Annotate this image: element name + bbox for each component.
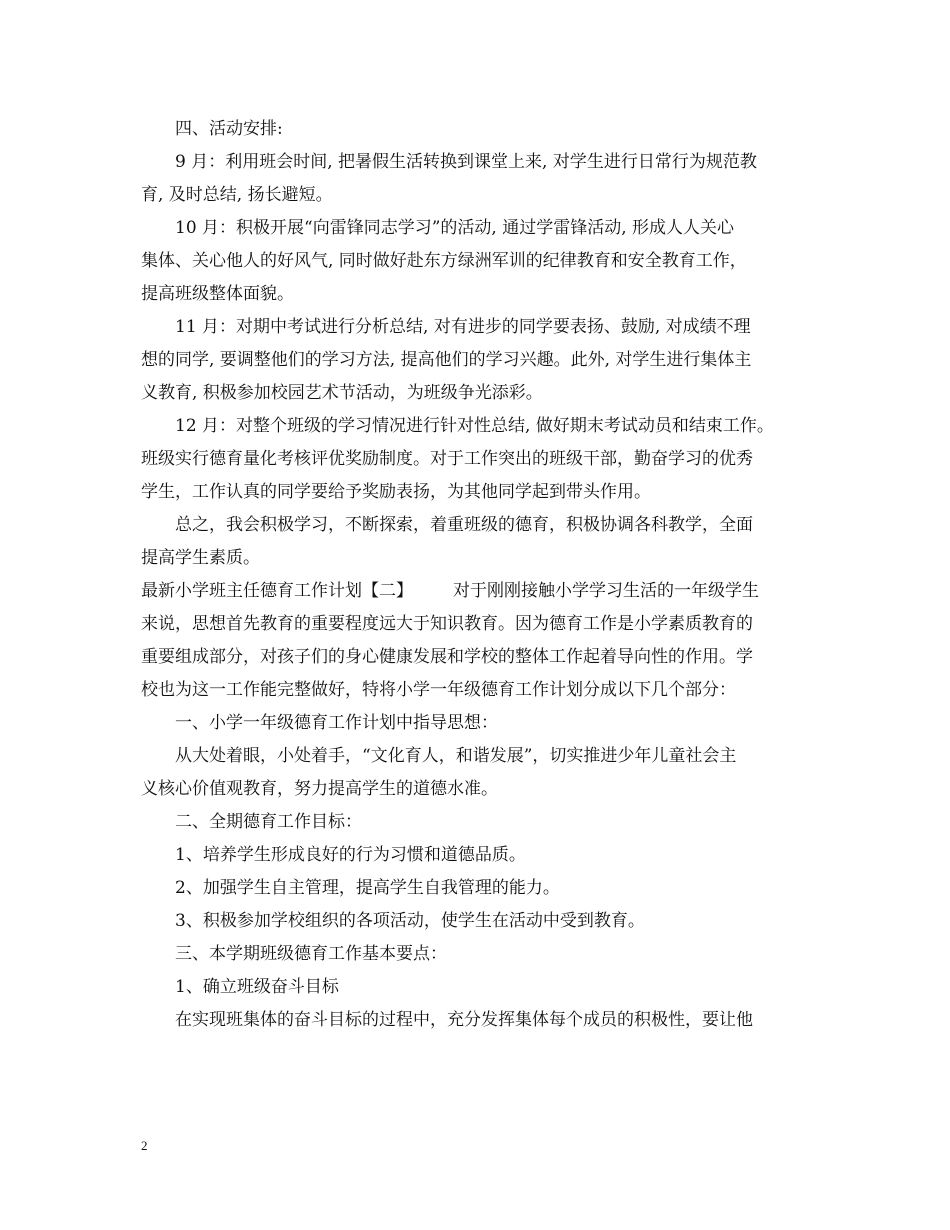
- text-line: 12 月：对整个班级的学习情况进行针对性总结, 做好期末考试动员和结束工作。: [175, 416, 774, 436]
- text-line: 义核心价值观教育，努力提高学生的道德水准。: [141, 779, 498, 799]
- section-heading-activity-plan: 四、活动安排:: [175, 119, 283, 139]
- text-line: 总之，我会积极学习，不断探索，着重班级的德育，积极协调各科教学，全面: [175, 515, 753, 535]
- document-body: [141, 113, 821, 1037]
- section-title: 最新小学班主任德育工作计划【二】: [141, 581, 413, 601]
- text-line: 提高班级整体面貌。: [141, 284, 294, 304]
- list-item: 2、加强学生自主管理，提高学生自我管理的能力。: [175, 878, 560, 898]
- text-line: 集体、关心他人的好风气, 同时做好赴东方绿洲军训的纪律教育和安全教育工作，: [141, 251, 747, 271]
- section-heading-guiding-thought: 一、小学一年级德育工作计划中指导思想：: [175, 713, 498, 733]
- text-line: 义教育, 积极参加校园艺术节活动，为班级争光添彩。: [141, 383, 543, 403]
- list-item: 1、培养学生形成良好的行为习惯和道德品质。: [175, 845, 526, 865]
- text-line: 重要组成部分，对孩子们的身心健康发展和学校的整体工作起着导向性的作用。学: [141, 647, 753, 667]
- text-line: 班级实行德育量化考核评优奖励制度。对于工作突出的班级干部，勤奋学习的优秀: [141, 449, 753, 469]
- text-line: 对于刚刚接触小学学习生活的一年级学生: [453, 581, 759, 601]
- text-line: 提高学生素质。: [141, 548, 260, 568]
- text-line: 9 月：利用班会时间, 把暑假生活转换到课堂上来, 对学生进行日常行为规范教: [175, 152, 757, 172]
- text-line: 从大处着眼，小处着手，“文化育人，和谐发展”，切实推进少年儿童社会主: [175, 746, 737, 766]
- text-line: 在实现班集体的奋斗目标的过程中，充分发挥集体每个成员的积极性，要让他: [175, 1010, 753, 1030]
- list-item: 3、积极参加学校组织的各项活动，使学生在活动中受到教育。: [175, 911, 645, 931]
- text-line: 育, 及时总结, 扬长避短。: [141, 185, 333, 205]
- text-line: 11 月：对期中考试进行分析总结, 对有进步的同学要表扬、鼓励, 对成绩不理: [175, 317, 751, 337]
- text-line: 校也为这一工作能完整做好，特将小学一年级德育工作计划分成以下几个部分：: [141, 680, 736, 700]
- section-heading-goals: 二、全期德育工作目标：: [175, 812, 362, 832]
- list-item: 1、确立班级奋斗目标: [175, 977, 339, 997]
- text-line: 学生，工作认真的同学要给予奖励表扬，为其他同学起到带头作用。: [141, 482, 651, 502]
- section-heading-key-points: 三、本学期班级德育工作基本要点：: [175, 944, 447, 964]
- heading-line: [141, 575, 821, 608]
- page-number: 2: [141, 1138, 148, 1153]
- text-line: 想的同学, 要调整他们的学习方法, 提高他们的学习兴趣。此外, 对学生进行集体主: [141, 350, 752, 370]
- text-line: 来说，思想首先教育的重要程度远大于知识教育。因为德育工作是小学素质教育的: [141, 614, 753, 634]
- text-line: 10 月：积极开展“向雷锋同志学习”的活动, 通过学雷锋活动, 形成人人关心: [175, 218, 735, 238]
